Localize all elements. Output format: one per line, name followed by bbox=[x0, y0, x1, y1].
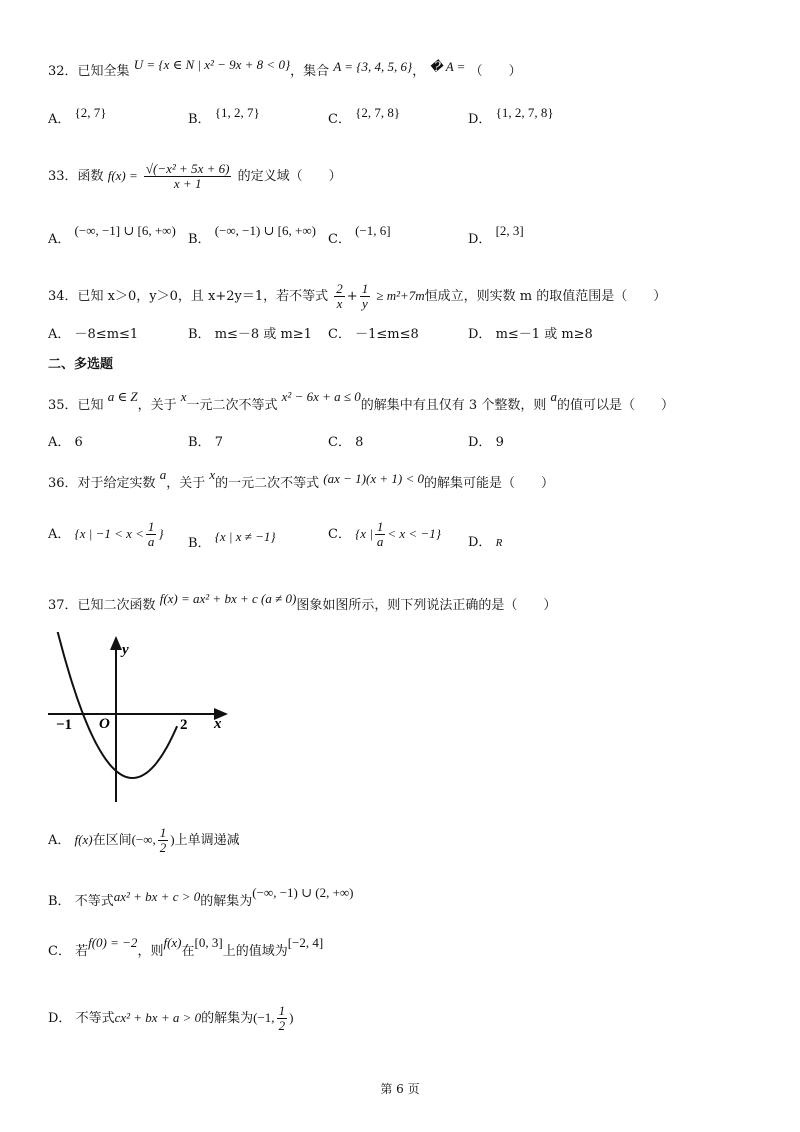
q36-option-d[interactable]: D． R bbox=[468, 535, 503, 550]
q35-option-c[interactable]: C． 8 bbox=[328, 435, 364, 450]
question-34-stem: 34．已知 x＞0，y＞0，且 x+2y＝1，若不等式 $\frac{2}{x}$ + $\frac{1}{y}$ ≥ m²+7m恒成立，则实数 m 的取值范围是（ ） bbox=[48, 281, 667, 311]
q33-option-a[interactable]: A． (−∞, −1] ∪ [6, +∞) bbox=[48, 223, 176, 247]
fraction-1-over-y: $\frac{1}{y}$ bbox=[361, 281, 369, 311]
q33-option-d[interactable]: D． [2, 3] bbox=[468, 223, 524, 247]
fraction-1-over-a: $\frac{1}{a}$ bbox=[147, 519, 155, 549]
q37-option-d[interactable]: D． 不等式cx² + bx + a > 0的解集为(−1, $\frac{1}{2}$ ) bbox=[48, 1003, 294, 1033]
q32-option-a[interactable]: A． {2, 7} bbox=[48, 105, 107, 127]
fraction-2-over-x: $\frac{2}{x}$ bbox=[336, 281, 343, 311]
q34-option-a[interactable]: A． －8≤m≤1 bbox=[48, 327, 139, 342]
root-left-label: −1 bbox=[56, 717, 73, 733]
parabola-graph bbox=[44, 632, 234, 806]
q32-option-c[interactable]: C． {2, 7, 8} bbox=[328, 105, 401, 127]
universal-set: U = {x ∈ N | x² − 9x + 8 < 0} bbox=[133, 57, 291, 72]
domain-fraction: $\frac{\text{√(−x² + 5x + 6)}}{x + 1}$ bbox=[145, 161, 230, 191]
y-axis-label: y bbox=[122, 642, 129, 658]
question-37-stem: 37．已知二次函数 f(x) = ax² + bx + c (a ≠ 0)图象如图所示，则下列说法正确的是（ ） bbox=[48, 591, 557, 613]
set-a: A = {3, 4, 5, 6} bbox=[333, 59, 413, 74]
question-32-stem: 32．已知全集 U = {x ∈ N | x² − 9x + 8 < 0}，集合 A = {3, 4, 5, 6}， � A = （ ） bbox=[48, 57, 522, 79]
fraction-1-over-2: $\frac{1}{2}$ bbox=[278, 1003, 286, 1033]
page-number: 第 6 页 bbox=[380, 1082, 420, 1096]
q33-option-c[interactable]: C． (−1, 6] bbox=[328, 223, 391, 247]
q37-option-b[interactable]: B． 不等式ax² + bx + c > 0的解集为(−∞, −1) ∪ (2, +∞) bbox=[48, 885, 354, 909]
q35-option-d[interactable]: D． 9 bbox=[468, 435, 504, 450]
origin-label: O bbox=[99, 716, 110, 732]
section-title-multiple-choice: 二、多选题 bbox=[48, 357, 114, 372]
q36-option-b[interactable]: B． {x | x ≠ −1} bbox=[188, 529, 276, 551]
complement-expression: � A = bbox=[429, 59, 466, 74]
q33-option-b[interactable]: B． (−∞, −1) ∪ [6, +∞) bbox=[188, 223, 316, 247]
q37-option-c[interactable]: C． 若f(0) = −2，则f(x)在[0, 3]上的值域为[−2, 4] bbox=[48, 935, 324, 959]
q34-option-d[interactable]: D． m≤－1 或 m≥8 bbox=[468, 327, 593, 342]
q36-option-c[interactable]: C． {x | $\frac{1}{a}$ < x < −1} bbox=[328, 519, 441, 549]
q35-option-a[interactable]: A． 6 bbox=[48, 435, 83, 450]
q36-option-a[interactable]: A． {x | −1 < x < $\frac{1}{a}$ } bbox=[48, 519, 164, 549]
question-33-stem: 33．函数 f(x) = $\frac{\text{√(−x² + 5x + 6)}}{x + 1}$ 的定义域（ ） bbox=[48, 161, 342, 191]
q32-option-d[interactable]: D． {1, 2, 7, 8} bbox=[468, 105, 554, 127]
q35-option-b[interactable]: B． 7 bbox=[188, 435, 223, 450]
fraction-1-over-2: $\frac{1}{2}$ bbox=[159, 825, 167, 855]
x-axis-label: x bbox=[214, 716, 222, 732]
q34-option-b[interactable]: B． m≤－8 或 m≥1 bbox=[188, 327, 312, 342]
root-right-label: 2 bbox=[180, 717, 188, 733]
question-35-stem: 35．已知 a ∈ Z，关于 x一元二次不等式 x² − 6x + a ≤ 0的解集中有且仅有 3 个整数，则 a的值可以是（ ） bbox=[48, 389, 674, 413]
q34-option-c[interactable]: C． －1≤m≤8 bbox=[328, 327, 419, 342]
q32-option-b[interactable]: B． {1, 2, 7} bbox=[188, 105, 260, 127]
question-36-stem: 36．对于给定实数 a，关于 x的一元二次不等式 (ax − 1)(x + 1) < 0的解集可能是（ ） bbox=[48, 467, 554, 491]
fraction-1-over-a: $\frac{1}{a}$ bbox=[376, 519, 384, 549]
q37-option-a[interactable]: A． f(x)在区间(−∞, $\frac{1}{2}$ )上单调递减 bbox=[48, 825, 240, 855]
